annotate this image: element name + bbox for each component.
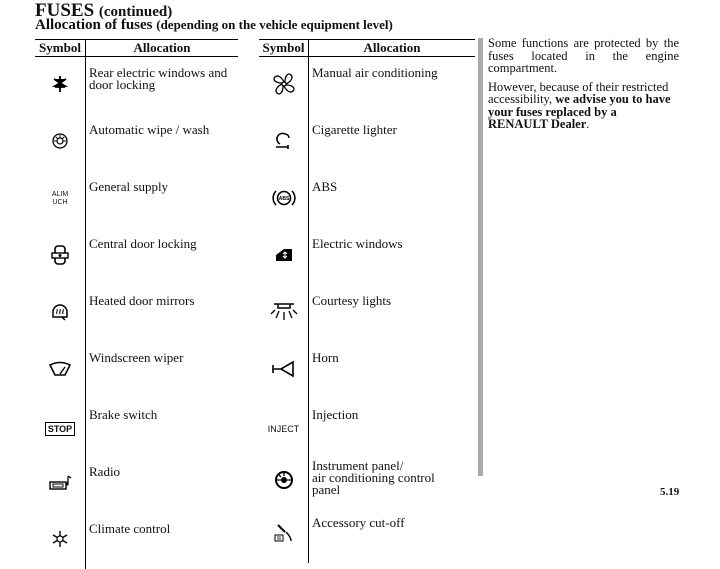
wiper-wash-icon (50, 132, 70, 154)
allocation-label: Cigarette lighter (312, 122, 397, 137)
cigarette-lighter-icon (274, 131, 294, 155)
fuse-table-left (35, 39, 238, 569)
stop-icon: STOP (45, 422, 75, 436)
allocation-label: Instrument panel/ air conditioning control panel (312, 458, 435, 497)
table-row (35, 114, 238, 171)
allocation-label: Brake switch (89, 407, 158, 422)
allocation-label: Climate control (89, 521, 171, 536)
table-row (35, 342, 238, 399)
table-row (35, 456, 238, 513)
horn-icon (271, 360, 297, 382)
table-row (35, 171, 238, 228)
allocation-label: Automatic wipe / wash (89, 122, 210, 137)
climate-icon (51, 530, 69, 552)
page-title: FUSES (continued) (35, 0, 173, 21)
allocation-header: Allocation (309, 40, 476, 57)
allocation-label: Courtesy lights (312, 293, 392, 308)
page-number: 5.19 (660, 486, 680, 498)
table-row (259, 456, 475, 507)
table-row (35, 228, 238, 285)
table-row (35, 57, 238, 115)
alim-uch-icon: ALIM UCH (51, 191, 69, 206)
sidebar-paragraph: Some functions are protected by the fuses located in the engine compartment. (488, 36, 679, 75)
allocation-label: Windscreen wiper (89, 350, 184, 365)
allocation-label: Injection (312, 407, 359, 422)
allocation-label: Heated door mirrors (89, 293, 195, 308)
allocation-label: Radio (89, 464, 121, 479)
sidebar-paragraph: However, because of their restricted accessibility, we advise you to have your fuses replaced by a RENAULT Dealer. (488, 79, 671, 131)
svg-text:ABS: ABS (278, 195, 289, 202)
allocation-label: Accessory cut-off (312, 515, 405, 530)
inject-icon: INJECT (267, 423, 300, 434)
table-row (35, 399, 238, 456)
allocation-label: ABS (312, 179, 338, 194)
table-row (35, 285, 238, 342)
radio-icon (48, 474, 72, 496)
allocation-label: Electric windows (312, 236, 403, 251)
door-lock-icon (51, 245, 69, 269)
table-row (259, 342, 475, 399)
allocation-label: Manual air conditioning (312, 65, 438, 80)
fan-arrows-icon (52, 75, 68, 97)
allocation-label: General supply (89, 179, 169, 194)
symbol-header: Symbol (259, 40, 309, 57)
table-row (259, 114, 475, 171)
table-row (259, 399, 475, 456)
fan-icon (272, 72, 296, 100)
instrument-panel-icon (273, 469, 295, 495)
electric-window-icon (274, 247, 294, 267)
table-row (35, 513, 238, 569)
heated-mirror-icon (50, 303, 70, 325)
sidebar-divider (478, 38, 483, 476)
allocation-label: Horn (312, 350, 339, 365)
symbol-header: Symbol (35, 40, 86, 57)
table-row (259, 507, 475, 563)
allocation-label: Central door locking (89, 236, 197, 251)
allocation-header: Allocation (86, 40, 239, 57)
sidebar-note (488, 37, 679, 137)
table-row (259, 57, 475, 115)
page-subtitle: Allocation of fuses (depending on the vehicle equipment level) (35, 17, 393, 33)
windscreen-wiper-icon (48, 361, 72, 381)
table-row (259, 228, 475, 285)
fuse-table-right (259, 39, 475, 563)
table-row (259, 285, 475, 342)
courtesy-light-icon (270, 302, 298, 326)
accessory-cutoff-icon (274, 523, 294, 547)
table-row (259, 171, 475, 228)
allocation-label: Rear electric windows and door locking (89, 65, 228, 92)
abs-icon (272, 188, 296, 212)
